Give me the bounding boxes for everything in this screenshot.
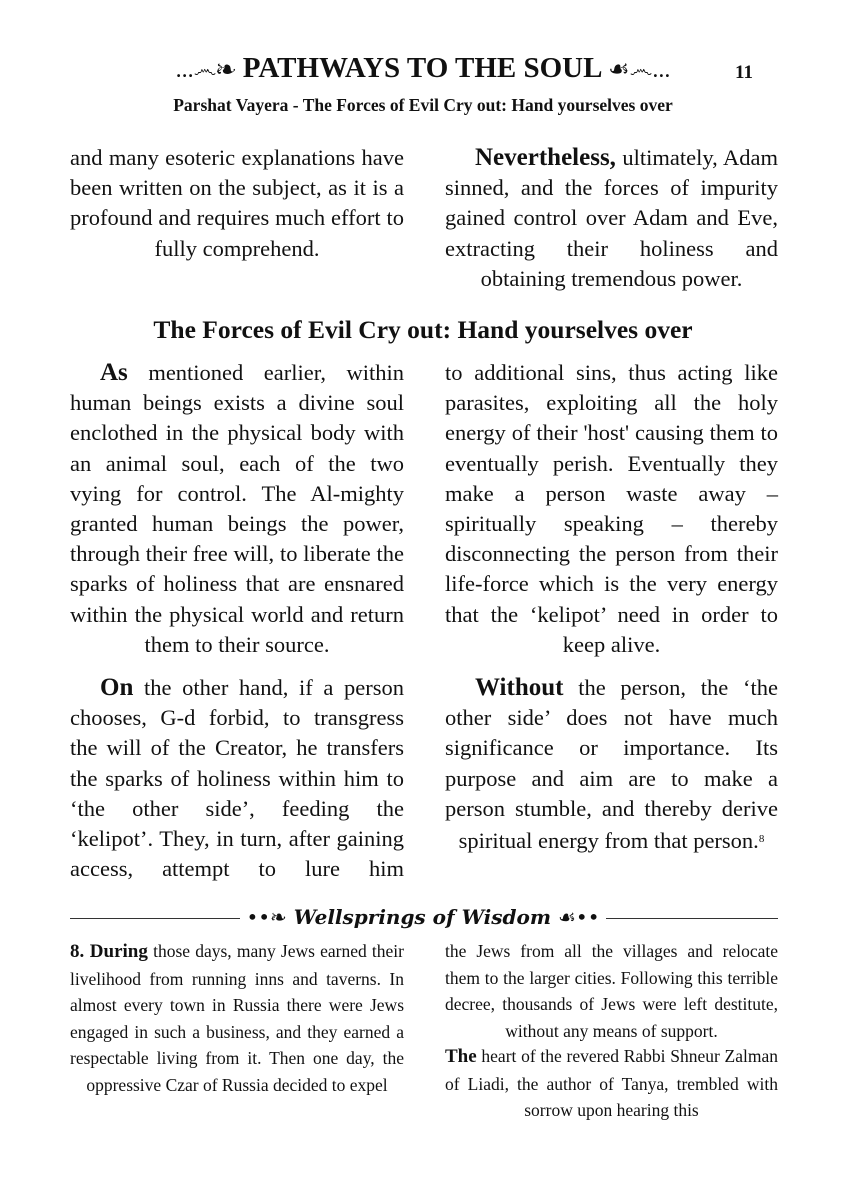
footnote-8-continued: the Jews from all the villages and relocate them to the larger cities. Following this terrible decree, thousands of Jews were left destitute, without any means of support.: [445, 941, 778, 1041]
footnote-title-text: Wellsprings of Wisdom: [293, 905, 552, 929]
paragraph-text: ultimately, Adam sinned, and the forces of impurity gained control over Adam and Eve, extracting their holiness and obtaining tremendous power.: [445, 145, 778, 291]
paragraph-2: [70, 673, 404, 884]
paragraph-text: mentioned earlier, within human beings exists a divine soul enclothed in the physical body with an animal soul, each of the two vying for control. The Al-mighty granted human beings the power, through their free will, to liberate the sparks of holiness that are ensnared within the physical world and return them to their source.: [70, 360, 404, 657]
page-number: 11: [735, 62, 753, 83]
footnote-text: those days, many Jews earned their livelihood from running inns and taverns. In almost every town in Russia there were Jews engaged in such a business, and they earned a respectable living from it. Then one day, the oppressive Czar of Russia decided to expel: [70, 941, 404, 1095]
running-header: [0, 52, 846, 85]
chapter-subtitle: Parshat Vayera - The Forces of Evil Cry out: Hand yourselves over: [173, 95, 673, 115]
lead-word: Without: [475, 674, 564, 701]
footnote-ref[interactable]: 8: [758, 833, 765, 846]
footnote-lead: 8. During: [70, 941, 148, 962]
paragraph-top-right: [445, 143, 778, 294]
paragraph-text: the other hand, if a person chooses, G-d forbid, to transgress the will of the Creator, he transfers the sparks of holiness within him to ‘the other side’, feeding the ‘kelipot’. They, in turn, after gaining access, attempt to lure him: [70, 675, 404, 882]
lead-word: Nevertheless,: [475, 144, 616, 171]
footnote-8: [70, 938, 404, 1098]
footnote-text: heart of the revered Rabbi Shneur Zalman of Liadi, the author of Tanya, trembled with sorrow upon hearing this: [445, 1046, 778, 1120]
paragraph-4: [445, 673, 778, 856]
footnote-8-paragraph-2: [445, 1043, 778, 1124]
ornament-right-icon: ☙••: [558, 905, 600, 929]
paragraph-1: [70, 358, 404, 660]
ornament-left-icon: ••❧: [246, 905, 287, 929]
lead-word: As: [100, 359, 128, 386]
ornament-left-icon: ...෴❧: [175, 57, 236, 83]
lead-word: On: [100, 674, 134, 701]
ornament-right-icon: ☙෴...: [608, 57, 671, 83]
section-heading: The Forces of Evil Cry out: Hand yourselves over: [153, 315, 693, 344]
paragraph-3: to additional sins, thus acting like parasites, exploiting all the holy energy of their 'host' causing them to eventually perish. Eventually they make a person waste away – spiritually speaking – thereby disconnecting the person from their life-force which is the very energy that the ‘kelipot’ need in order to keep alive.: [445, 360, 778, 657]
footnote-section-title: [240, 905, 606, 929]
paragraph-top-left: and many esoteric explanations have been written on the subject, as it is a profound and requires much effort to fully comprehend.: [70, 145, 404, 261]
paragraph-text: the person, the ‘the other side’ does not have much significance or importance. Its purpose and aim are to make a person stumble, and thereby derive spiritual energy from that person.: [445, 675, 778, 854]
footnote-lead: The: [445, 1046, 477, 1067]
book-title: PATHWAYS TO THE SOUL: [242, 52, 601, 84]
